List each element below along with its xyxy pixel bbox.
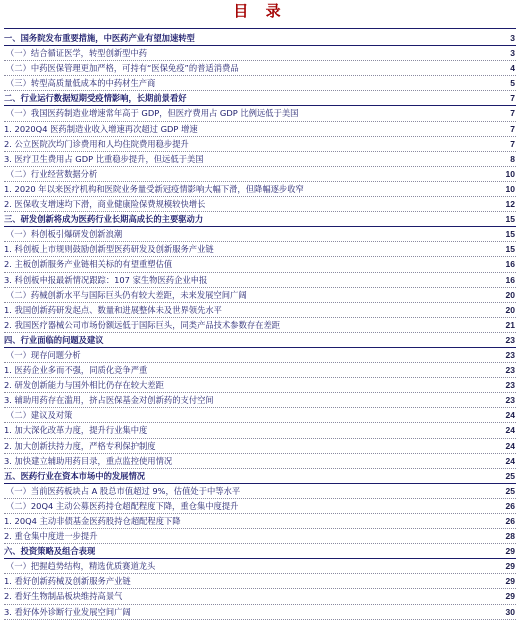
toc-entry-text: 1. 20Q4 主动非债基金医药股持仓超配程度下降 xyxy=(4,516,181,526)
toc-entry-page-number: 10 xyxy=(505,168,515,179)
toc-entry-text: 2. 公立医院次均门诊费用和人均住院费用稳步提升 xyxy=(4,138,189,149)
toc-entry-text: 四、行业面临的问题及建议 xyxy=(4,334,104,345)
toc-entry[interactable] xyxy=(4,106,516,121)
toc-entry[interactable] xyxy=(4,167,516,182)
toc-entry-page-number: 25 xyxy=(505,470,515,481)
toc-entry[interactable] xyxy=(4,574,516,589)
toc-entry[interactable] xyxy=(4,378,516,393)
toc-entry-text: （一）当前医药板块占 A 股总市值超过 9%，估值处于中等水平 xyxy=(6,485,241,496)
toc-entry[interactable] xyxy=(4,122,516,137)
toc-entry[interactable] xyxy=(4,514,516,529)
toc-entry[interactable] xyxy=(4,242,516,257)
toc-entry[interactable] xyxy=(4,182,516,197)
toc-entry[interactable] xyxy=(4,137,516,152)
toc-entry-text: 2. 重仓集中度进一步提升 xyxy=(4,531,98,542)
toc-entry-page-number: 24 xyxy=(505,425,515,436)
toc-entry-text: 1. 科创板上市规则鼓励创新型医药研发及创新服务产业链 xyxy=(4,244,214,255)
toc-entry[interactable] xyxy=(4,333,516,348)
toc-entry-page-number: 21 xyxy=(505,319,515,330)
toc-entry-page-number: 7 xyxy=(510,123,515,134)
toc-entry[interactable] xyxy=(4,363,516,378)
toc-entry-page-number: 23 xyxy=(505,349,515,360)
toc-entry-page-number: 7 xyxy=(510,108,515,119)
toc-entry-page-number: 23 xyxy=(505,380,515,391)
toc-entry[interactable] xyxy=(4,152,516,167)
toc-entry-text: 3. 看好体外诊断行业发展空间广阔 xyxy=(4,606,131,617)
toc-entry-page-number: 10 xyxy=(505,183,515,194)
toc-entry-page-number: 28 xyxy=(505,531,515,542)
toc-entry-text: （一）我国医药制造业增速常年高于 GDP，但医疗费用占 GDP 比例远低于美国 xyxy=(6,108,299,119)
toc-entry-page-number: 7 xyxy=(510,138,515,149)
toc-entry-page-number: 20 xyxy=(505,289,515,300)
toc-entry-text: 六、投资策略及组合表现 xyxy=(4,546,96,557)
toc-entry-text: 1. 我国创新药研发起点、数量和进展整体未及世界领先水平 xyxy=(4,304,222,315)
toc-entry[interactable] xyxy=(4,197,516,212)
toc-entry[interactable] xyxy=(4,288,516,303)
toc-entry-text: 2. 我国医疗器械公司市场份额远低于国际巨头，同类产品技术参数存在差距 xyxy=(4,319,281,330)
table-of-contents xyxy=(4,31,516,620)
toc-entry-page-number: 15 xyxy=(505,229,515,240)
toc-entry-page-number: 23 xyxy=(505,365,515,376)
toc-entry[interactable] xyxy=(4,408,516,423)
toc-entry-page-number: 5 xyxy=(510,78,515,89)
toc-entry-page-number: 8 xyxy=(510,153,515,164)
toc-entry-text: 二、行业运行数据短期受疫情影响，长期前景看好 xyxy=(4,93,187,104)
toc-entry-page-number: 25 xyxy=(505,485,515,496)
toc-entry-page-number: 23 xyxy=(505,334,515,345)
toc-entry-text: 1. 看好创新药械及创新服务产业链 xyxy=(4,576,131,587)
toc-entry-text: （二）20Q4 主动公募医药持仓超配程度下降，重仓集中度提升 xyxy=(6,500,239,511)
toc-entry-text: 1. 2020Q4 医药制造业收入增速再次超过 GDP 增速 xyxy=(4,123,198,134)
toc-entry-page-number: 7 xyxy=(510,93,515,104)
toc-entry-text: 2. 医保收支增速均下滑，商业健康险保费规模较快增长 xyxy=(4,199,206,210)
toc-entry[interactable] xyxy=(4,484,516,499)
toc-entry-text: 3. 辅助用药存在滥用，挤占医保基金对创新药的支付空间 xyxy=(4,395,214,406)
toc-entry[interactable] xyxy=(4,212,516,227)
toc-entry[interactable] xyxy=(4,499,516,514)
toc-entry-page-number: 29 xyxy=(505,561,515,572)
toc-entry-page-number: 20 xyxy=(505,304,515,315)
toc-entry[interactable] xyxy=(4,559,516,574)
toc-entry-text: 五、医药行业在资本市场中的发展情况 xyxy=(4,470,146,481)
toc-entry[interactable] xyxy=(4,61,516,76)
toc-entry[interactable] xyxy=(4,303,516,318)
toc-entry-page-number: 29 xyxy=(505,546,515,557)
toc-entry-page-number: 12 xyxy=(505,199,515,210)
toc-entry-text: （三）转型高质量低成本的中药材生产商 xyxy=(6,78,156,89)
toc-entry[interactable] xyxy=(4,544,516,559)
toc-entry[interactable] xyxy=(4,423,516,438)
toc-entry-text: 1. 2020 年以来医疗机构和医院业务量受新冠疫情影响大幅下滑，但降幅逐步收窄 xyxy=(4,183,304,194)
toc-entry-text: 1. 医药企业多而不强，同质化竞争严重 xyxy=(4,365,148,376)
toc-entry[interactable] xyxy=(4,454,516,469)
toc-entry[interactable] xyxy=(4,529,516,544)
toc-entry[interactable] xyxy=(4,439,516,454)
toc-entry-text: （二）药械创新水平与国际巨头仍有较大差距，未来发展空间广阔 xyxy=(6,289,247,300)
toc-entry-text: 2. 主板创新服务产业链相关标的有望重塑估值 xyxy=(4,259,173,270)
toc-entry[interactable] xyxy=(4,227,516,242)
toc-entry-text: 2. 看好生物制品板块维持高景气 xyxy=(4,591,123,602)
toc-entry[interactable] xyxy=(4,318,516,333)
toc-entry[interactable] xyxy=(4,393,516,408)
toc-entry-page-number: 15 xyxy=(505,214,515,225)
toc-entry-page-number: 3 xyxy=(510,48,515,59)
title-rule xyxy=(4,28,516,29)
toc-entry[interactable] xyxy=(4,273,516,288)
toc-entry-text: 三、研发创新将成为医药行业长期高成长的主要驱动力 xyxy=(4,214,204,225)
toc-entry[interactable] xyxy=(4,605,516,620)
toc-entry-page-number: 4 xyxy=(510,63,515,74)
toc-entry[interactable] xyxy=(4,469,516,484)
toc-entry[interactable] xyxy=(4,257,516,272)
toc-entry[interactable] xyxy=(4,46,516,61)
toc-entry-text: （一）把握趋势结构，精选优质赛道龙头 xyxy=(6,561,156,572)
toc-entry[interactable] xyxy=(4,348,516,363)
toc-entry-page-number: 15 xyxy=(505,244,515,255)
toc-entry-text: 2. 研发创新能力与国外相比仍存在较大差距 xyxy=(4,380,164,391)
toc-entry-page-number: 16 xyxy=(505,259,515,270)
toc-entry-text: （一）现存问题分析 xyxy=(6,349,81,360)
toc-entry-page-number: 30 xyxy=(505,606,515,617)
toc-entry[interactable] xyxy=(4,91,516,106)
toc-entry-page-number: 29 xyxy=(505,576,515,587)
toc-entry[interactable] xyxy=(4,76,516,91)
toc-entry-text: 一、国务院发布重要措施，中医药产业有望加速转型 xyxy=(4,33,195,43)
toc-entry-page-number: 26 xyxy=(505,500,515,511)
toc-entry-text: 3. 医疗卫生费用占 GDP 比重稳步提升，但远低于美国 xyxy=(4,153,204,164)
toc-entry-text: 2. 加大创新扶持力度，严格专利保护制度 xyxy=(4,440,156,451)
toc-entry-text: 1. 加大深化改革力度，提升行业集中度 xyxy=(4,425,148,436)
toc-entry-text: （一）科创板引爆研发创新浪潮 xyxy=(6,229,123,240)
toc-entry-page-number: 26 xyxy=(505,516,515,526)
toc-entry-page-number: 23 xyxy=(505,395,515,406)
toc-entry-page-number: 3 xyxy=(510,33,515,43)
toc-entry[interactable] xyxy=(4,589,516,604)
toc-entry-text: 3. 加快建立辅助用药目录，重点监控使用情况 xyxy=(4,455,173,466)
toc-entry-text: （二）建议及对策 xyxy=(6,410,73,421)
toc-entry-text: （二）中药医保管理更加严格，可持有“医保免疫”的普适消费品 xyxy=(6,63,239,74)
page-title: 目 录 xyxy=(233,2,287,20)
toc-entry-page-number: 29 xyxy=(505,591,515,602)
toc-entry-page-number: 16 xyxy=(505,274,515,285)
toc-entry-page-number: 24 xyxy=(505,410,515,421)
toc-entry-text: （二）行业经营数据分析 xyxy=(6,168,98,179)
toc-entry-page-number: 24 xyxy=(505,455,515,466)
toc-entry[interactable] xyxy=(4,31,516,46)
toc-entry-text: 3. 科创板申报最新情况跟踪：107 家生物医药企业申报 xyxy=(4,274,208,285)
toc-entry-text: （一）结合循证医学，转型创新型中药 xyxy=(6,48,148,59)
toc-entry-page-number: 24 xyxy=(505,440,515,451)
